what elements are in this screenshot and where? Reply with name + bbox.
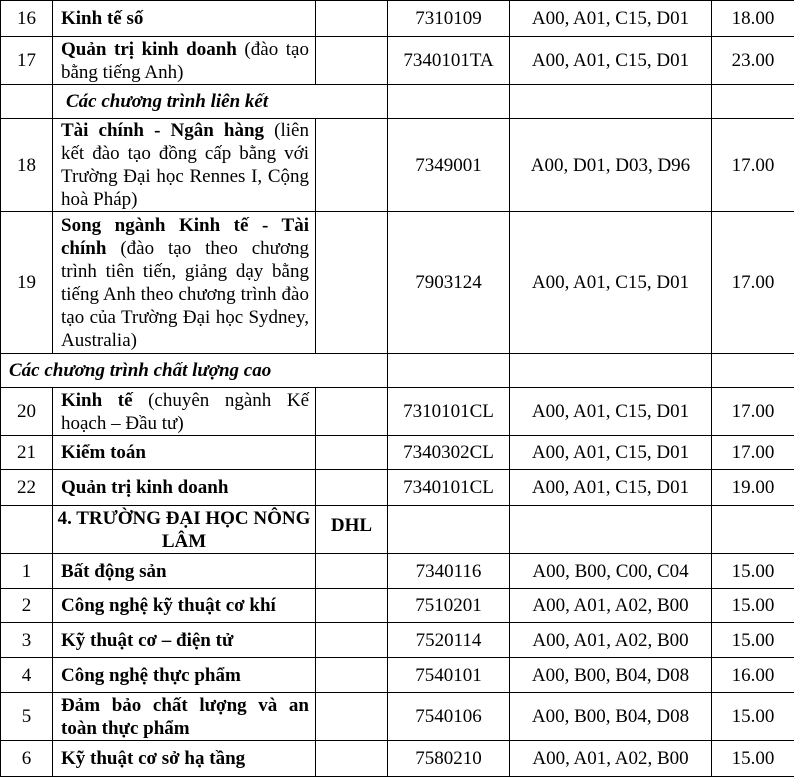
subject-combination: A00, B00, B04, D08 [510, 658, 712, 693]
subject-combination: A00, A01, A02, B00 [510, 623, 712, 658]
program-name [53, 470, 316, 506]
table-row [1, 623, 794, 658]
empty-cell [316, 388, 388, 436]
program-name [53, 388, 316, 436]
empty-cell [1, 506, 53, 554]
program-name [53, 212, 316, 354]
program-name [53, 623, 316, 658]
empty-cell [712, 85, 794, 119]
empty-cell [316, 554, 388, 589]
cutoff-score: 15.00 [712, 554, 794, 589]
program-name-bold: Kinh tế [61, 390, 133, 411]
table-row [1, 1, 794, 37]
program-name-bold: Công nghệ kỹ thuật cơ khí [61, 595, 276, 616]
empty-cell [316, 436, 388, 470]
program-name-bold: Kinh tế số [61, 8, 143, 29]
row-number: 20 [1, 388, 53, 436]
row-number: 17 [1, 37, 53, 85]
program-name-detail: (đào tạo bằng tiếng Anh) [61, 39, 309, 83]
empty-cell [510, 506, 712, 554]
table-row [1, 436, 794, 470]
program-code: 7340302CL [388, 436, 510, 470]
cutoff-score: 15.00 [712, 623, 794, 658]
program-name-detail: (đào tạo theo chương trình tiên tiến, giảng dạy bằng tiếng Anh theo chương trình đào tạo của Trường Đại học Sydney, Australia) [61, 238, 309, 351]
table-row [1, 658, 794, 693]
empty-cell [316, 1, 388, 37]
row-number: 16 [1, 1, 53, 37]
program-name-detail: (chuyên ngành Kế hoạch – Đầu tư) [61, 390, 309, 434]
program-name-bold: Quản trị kinh doanh [61, 477, 228, 498]
subject-combination: A00, B00, C00, C04 [510, 554, 712, 589]
cutoff-score: 23.00 [712, 37, 794, 85]
program-name-bold: Quản trị kinh doanh [61, 39, 237, 60]
university-header-row [1, 506, 794, 554]
program-name [53, 119, 316, 212]
program-name-bold: Đảm bảo chất lượng và an toàn thực phẩm [61, 695, 309, 739]
cutoff-score: 17.00 [712, 119, 794, 212]
empty-cell [316, 37, 388, 85]
program-code: 7580210 [388, 741, 510, 777]
empty-cell [510, 354, 712, 388]
table-row [1, 388, 794, 436]
subject-combination: A00, A01, C15, D01 [510, 212, 712, 354]
row-number: 5 [1, 693, 53, 741]
program-name [53, 436, 316, 470]
empty-cell [388, 506, 510, 554]
table-row [1, 741, 794, 777]
program-name-bold: Kiểm toán [61, 442, 146, 463]
cutoff-score: 16.00 [712, 658, 794, 693]
cutoff-score: 17.00 [712, 388, 794, 436]
program-code: 7540101 [388, 658, 510, 693]
empty-cell [388, 85, 510, 119]
university-name: 4. TRƯỜNG ĐẠI HỌC NÔNG LÂM [53, 506, 316, 554]
row-number: 2 [1, 589, 53, 623]
program-name [53, 589, 316, 623]
subject-combination: A00, A01, A02, B00 [510, 741, 712, 777]
table-row [1, 554, 794, 589]
subject-combination: A00, A01, C15, D01 [510, 470, 712, 506]
empty-cell [712, 506, 794, 554]
subject-combination: A00, A01, C15, D01 [510, 388, 712, 436]
empty-cell [510, 85, 712, 119]
program-code: 7310109 [388, 1, 510, 37]
empty-cell [316, 119, 388, 212]
program-code: 7540106 [388, 693, 510, 741]
table-row [1, 589, 794, 623]
table-row [1, 119, 794, 212]
program-code: 7510201 [388, 589, 510, 623]
row-number: 6 [1, 741, 53, 777]
row-number: 1 [1, 554, 53, 589]
cutoff-score: 15.00 [712, 589, 794, 623]
program-name-bold: Kỹ thuật cơ – điện tử [61, 630, 233, 651]
section-heading-joint-programs: Các chương trình liên kết [53, 85, 388, 119]
row-number: 18 [1, 119, 53, 212]
program-name-bold: Công nghệ thực phẩm [61, 665, 241, 686]
row-number: 4 [1, 658, 53, 693]
row-number: 22 [1, 470, 53, 506]
cutoff-score: 17.00 [712, 212, 794, 354]
program-name-bold: Kỹ thuật cơ sở hạ tầng [61, 748, 245, 769]
subject-combination: A00, D01, D03, D96 [510, 119, 712, 212]
empty-cell [316, 741, 388, 777]
program-name-bold: Tài chính - Ngân hàng [61, 120, 264, 141]
subject-combination: A00, A01, A02, B00 [510, 589, 712, 623]
university-code: DHL [316, 506, 388, 554]
program-name [53, 693, 316, 741]
empty-cell [316, 693, 388, 741]
table-row [1, 212, 794, 354]
subject-combination: A00, A01, C15, D01 [510, 1, 712, 37]
empty-cell [388, 354, 510, 388]
cutoff-score: 18.00 [712, 1, 794, 37]
section-heading-high-quality-programs: Các chương trình chất lượng cao [1, 354, 388, 388]
program-code: 7340101TA [388, 37, 510, 85]
program-name [53, 554, 316, 589]
section-row [1, 85, 794, 119]
empty-cell [316, 212, 388, 354]
cutoff-score: 15.00 [712, 693, 794, 741]
program-name-bold: Song ngành Kinh tế - Tài chính [61, 215, 309, 259]
row-number: 3 [1, 623, 53, 658]
empty-cell [316, 589, 388, 623]
subject-combination: A00, A01, C15, D01 [510, 436, 712, 470]
empty-cell [316, 623, 388, 658]
program-code: 7520114 [388, 623, 510, 658]
program-code: 7310101CL [388, 388, 510, 436]
empty-cell [316, 470, 388, 506]
empty-cell [316, 658, 388, 693]
cutoff-score: 19.00 [712, 470, 794, 506]
program-name [53, 741, 316, 777]
subject-combination: A00, A01, C15, D01 [510, 37, 712, 85]
cutoff-score: 17.00 [712, 436, 794, 470]
empty-cell [1, 85, 53, 119]
program-name-detail: (liên kết đào tạo đồng cấp bằng với Trường Đại học Rennes I, Cộng hoà Pháp) [61, 120, 309, 210]
program-code: 7340116 [388, 554, 510, 589]
table-row [1, 693, 794, 741]
program-code: 7349001 [388, 119, 510, 212]
row-number: 21 [1, 436, 53, 470]
program-name [53, 1, 316, 37]
program-code: 7903124 [388, 212, 510, 354]
section-row [1, 354, 794, 388]
program-code: 7340101CL [388, 470, 510, 506]
program-name [53, 658, 316, 693]
program-name-bold: Bất động sản [61, 561, 167, 582]
row-number: 19 [1, 212, 53, 354]
table-row [1, 37, 794, 85]
table-row [1, 470, 794, 506]
cutoff-score: 15.00 [712, 741, 794, 777]
subject-combination: A00, B00, B04, D08 [510, 693, 712, 741]
program-name [53, 37, 316, 85]
empty-cell [712, 354, 794, 388]
